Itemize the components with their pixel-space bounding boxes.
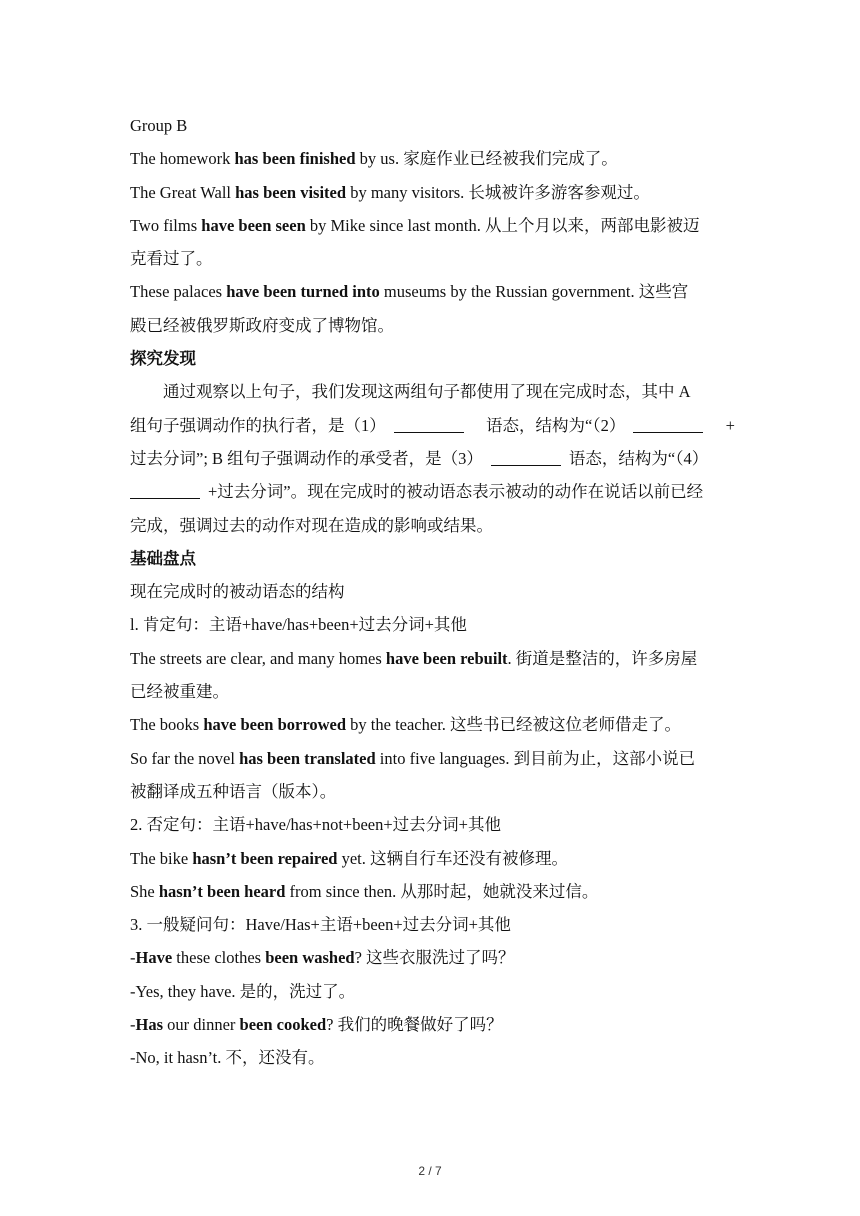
example-sentence: She hasn’t been heard from since then. 从那时起，她就没来过信。	[130, 881, 599, 901]
group-b-label: Group B	[130, 116, 188, 135]
example-sentence: The Great Wall has been visited by many visitors. 长城被许多游客参观过。	[130, 182, 650, 202]
rule-question: 3. 一般疑问句：Have/Has+主语+been+过去分词+其他	[130, 915, 511, 935]
example-sentence: The books have been borrowed by the teacher. 这些书已经被这位老师借走了。	[130, 715, 682, 735]
example-sentence: These palaces have been turned into museums by the Russian government. 这些宫	[130, 282, 689, 302]
dialog-answer: -No, it hasn’t. 不，还没有。	[130, 1048, 325, 1068]
example-sentence-cont: 被翻译成五种语言（版本）。	[130, 781, 337, 801]
explore-paragraph: 通过观察以上句子，我们发现这两组句子都使用了现在完成时态，其中 A	[163, 382, 691, 402]
document-body	[130, 109, 735, 1075]
answer-blank-2[interactable]	[633, 416, 703, 433]
explore-paragraph: +过去分词”。现在完成时的被动语态表示被动的动作在说话以前已经	[130, 475, 735, 508]
rule-affirmative: l. 肯定句：主语+have/has+been+过去分词+其他	[130, 615, 467, 635]
section-heading-basics: 基础盘点	[130, 548, 196, 568]
example-sentence: The bike hasn’t been repaired yet. 这辆自行车还没有被修理。	[130, 848, 569, 868]
answer-blank-3[interactable]	[491, 449, 561, 466]
rule-negative: 2. 否定句：主语+have/has+not+been+过去分词+其他	[130, 815, 501, 835]
structure-title: 现在完成时的被动语态的结构	[130, 582, 345, 602]
answer-blank-4[interactable]	[130, 482, 200, 499]
dialog-answer: -Yes, they have. 是的，洗过了。	[130, 981, 356, 1001]
example-sentence: So far the novel has been translated into five languages. 到目前为止，这部小说已	[130, 748, 696, 768]
explore-paragraph: 组句子强调动作的执行者，是（1） 语态，结构为“（2） +	[130, 415, 735, 435]
example-sentence-cont: 已经被重建。	[130, 682, 229, 702]
answer-blank-1[interactable]	[394, 416, 464, 433]
example-sentence: Two films have been seen by Mike since last month. 从上个月以来，两部电影被迈	[130, 215, 700, 235]
dialog-question: -Have these clothes been washed? 这些衣服洗过了吗？	[130, 948, 515, 968]
example-sentence: The homework has been finished by us. 家庭作业已经被我们完成了。	[130, 149, 618, 169]
explore-paragraph: 过去分词”; B 组句子强调动作的承受者，是（3） 语态，结构为“（4）	[130, 448, 709, 468]
section-heading-explore: 探究发现	[130, 349, 196, 369]
dialog-question: -Has our dinner been cooked? 我们的晚餐做好了吗？	[130, 1015, 503, 1035]
explore-paragraph: 完成，强调过去的动作对现在造成的影响或结果。	[130, 515, 493, 535]
example-sentence-cont: 克看过了。	[130, 249, 213, 269]
example-sentence: The streets are clear, and many homes have been rebuilt. 街道是整洁的，许多房屋	[130, 648, 698, 668]
page-number: 2 / 7	[418, 1164, 442, 1178]
example-sentence-cont: 殿已经被俄罗斯政府变成了博物馆。	[130, 315, 394, 335]
